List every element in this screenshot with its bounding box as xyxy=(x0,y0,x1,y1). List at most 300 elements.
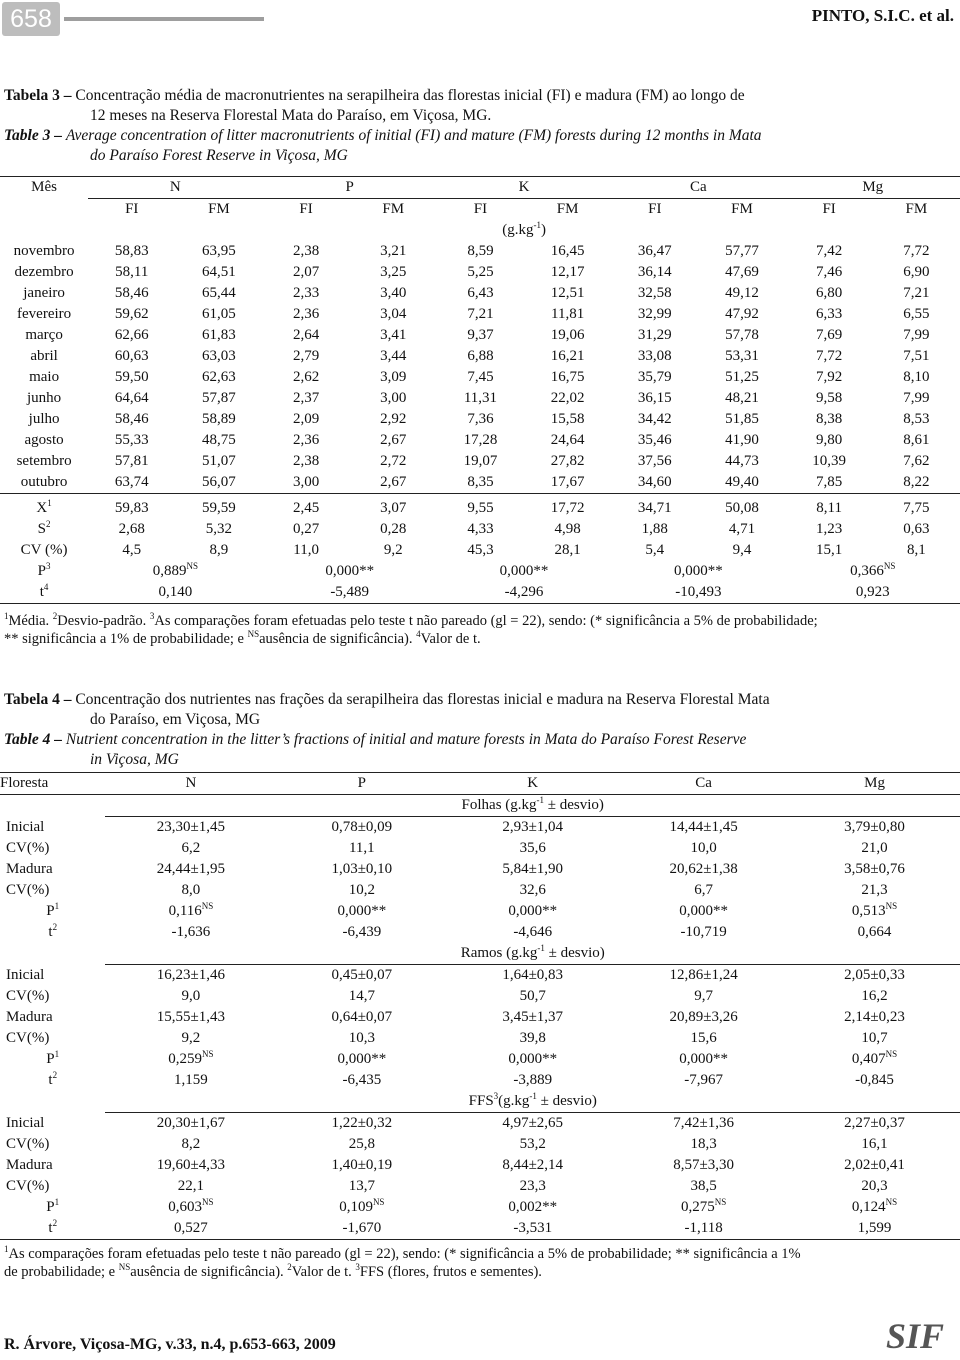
t3-cell xyxy=(698,409,785,430)
t3-cell xyxy=(175,430,262,451)
table4-caption-en-cont: in Viçosa, MG xyxy=(90,751,179,768)
t3-cell-text: 58,83 xyxy=(114,243,149,259)
t3-cell xyxy=(175,451,262,472)
t3-cell xyxy=(437,346,524,367)
t3-cell xyxy=(611,472,698,494)
t4-cell xyxy=(618,1176,789,1197)
t3-cell xyxy=(698,262,785,283)
table4 xyxy=(0,772,960,1240)
t3-cell-text: 58,46 xyxy=(114,411,149,427)
t3-cell-text: 32,99 xyxy=(637,306,672,322)
t3-cell xyxy=(698,346,785,367)
t3-cell-text: 57,78 xyxy=(725,327,759,343)
t3-cell xyxy=(524,367,611,388)
t3-month xyxy=(0,283,88,304)
t4-cell-text: 20,3 xyxy=(861,1178,888,1194)
t3-cell-text: 2,36 xyxy=(292,306,320,322)
t3-footnote-sd: Desvio-padrão. xyxy=(57,613,147,629)
t3-cell xyxy=(263,451,350,472)
t3-month xyxy=(0,451,88,472)
t3-month xyxy=(0,388,88,409)
t4-section-1-text: Ramos ($g.kg^{-1}$ ± desvio) xyxy=(460,943,605,961)
t3-stat-label xyxy=(0,540,88,561)
page-header xyxy=(0,0,960,40)
t4-cell xyxy=(618,880,789,901)
t4-cell xyxy=(618,1049,789,1070)
t4-cell xyxy=(618,1070,789,1091)
t4-section-2 xyxy=(105,1091,960,1113)
t3-month xyxy=(0,346,88,367)
table-row xyxy=(0,1134,960,1155)
t3-cell-text: 9,37 xyxy=(467,327,494,343)
t3-t-label: $t^4$ xyxy=(0,582,88,604)
t3-cell-text: 16,45 xyxy=(550,243,585,259)
t3-cell xyxy=(88,304,175,325)
t3-cell xyxy=(786,262,873,283)
t3-stat-cell xyxy=(263,494,350,520)
t3-cell-text: 59,50 xyxy=(114,369,149,385)
t3-cell-text: 48,21 xyxy=(725,390,759,406)
table-row xyxy=(0,472,960,494)
t3-p-cell-text: 0,000** xyxy=(499,563,549,579)
t3-cell-text: 7,92 xyxy=(816,369,843,385)
t4-cell xyxy=(618,817,789,839)
t4-cell-text: 21,0 xyxy=(861,840,888,856)
t4-cell xyxy=(447,1155,618,1176)
t3-cell xyxy=(350,472,437,494)
t4-cell xyxy=(789,1113,960,1135)
t3-cell-text: 5,25 xyxy=(467,264,494,280)
t3-cell-text: 8,53 xyxy=(903,411,930,427)
table3-caption-en-cont: do Paraíso Forest Reserve in Viçosa, MG xyxy=(90,147,348,164)
t3-month xyxy=(0,262,88,283)
t3-cell xyxy=(786,409,873,430)
t4-section-1 xyxy=(105,943,960,965)
t4-cell xyxy=(447,1218,618,1240)
t3-p-cell: $0,889^{NS}$ xyxy=(152,561,198,579)
t3-p-label: $P^3$ xyxy=(37,561,51,579)
t4-cell xyxy=(105,838,276,859)
t3-cell xyxy=(263,388,350,409)
t3-stat-cell-text: 4,5 xyxy=(122,542,142,558)
t3-p-cell xyxy=(437,561,611,582)
table-row xyxy=(0,262,960,283)
t3-cell xyxy=(524,346,611,367)
t4-cell xyxy=(618,1134,789,1155)
t4-cell-text: -3,889 xyxy=(513,1072,553,1088)
t3-cell-text: 36,14 xyxy=(637,264,672,280)
t4-row-label xyxy=(0,1176,105,1197)
t3-stat-cell-text: 59,83 xyxy=(114,500,149,516)
t3-cell-text: 2,62 xyxy=(292,369,320,385)
t3-cell xyxy=(873,283,960,304)
t3-cell-text: 12,51 xyxy=(550,285,585,301)
t3-cell-text: 7,99 xyxy=(903,327,930,343)
t4-cell xyxy=(105,1028,276,1049)
t3-cell xyxy=(263,241,350,262)
t3-stat-cell-text: 2,68 xyxy=(118,521,145,537)
t3-cell-text: 3,09 xyxy=(380,369,407,385)
t3-stat-cell xyxy=(175,519,262,540)
t3-cell xyxy=(524,388,611,409)
t4-section-blank xyxy=(0,795,105,817)
t3-cell-text: 16,75 xyxy=(550,369,585,385)
t4-cell-text: 7,42±1,36 xyxy=(673,1115,734,1131)
t3-cell xyxy=(524,472,611,494)
t3-stat-cell-text: 4,33 xyxy=(467,521,494,537)
t3-cell xyxy=(524,262,611,283)
t3-cell xyxy=(873,430,960,451)
t3-cell-text: 2,37 xyxy=(292,390,320,406)
t4-col-forest-text: Floresta xyxy=(0,775,49,791)
t3-month xyxy=(0,409,88,430)
t3-footnote-t: Valor de t. xyxy=(420,631,481,647)
t4-cell xyxy=(789,1134,960,1155)
t3-cell xyxy=(873,409,960,430)
t3-stat-cell-text: 2,45 xyxy=(292,500,320,516)
t3-cell xyxy=(524,304,611,325)
t3-cell-text: 17,28 xyxy=(463,432,498,448)
t3-cell-text: 24,64 xyxy=(550,432,585,448)
t3-cell-text: 51,25 xyxy=(725,369,759,385)
t3-t-cell-text: -10,493 xyxy=(675,584,722,600)
t3-stat-cell-text: 45,3 xyxy=(467,542,494,558)
t4-col-p-text: P xyxy=(357,775,366,791)
t3-cell-text: 2,64 xyxy=(292,327,320,343)
t3-cell-text: 57,87 xyxy=(202,390,236,406)
table4-caption-en-text: Nutrient concentration in the litter’s fractions of initial and mature forests in Mata do Paraíso Forest Reserve xyxy=(65,731,747,748)
t3-cell xyxy=(611,304,698,325)
t4-cell-text: 53,2 xyxy=(519,1136,546,1152)
t3-cell xyxy=(873,472,960,494)
t3-t-cell-text: -5,489 xyxy=(330,584,370,600)
t3-cell xyxy=(611,451,698,472)
t3-cell-text: 57,81 xyxy=(114,453,149,469)
t4-cell xyxy=(105,859,276,880)
t4-cell xyxy=(105,1218,276,1240)
t3-cell xyxy=(88,388,175,409)
t4-cell: $0,124^{NS}$ xyxy=(851,1197,898,1215)
t4-cell-text: 6,2 xyxy=(181,840,201,856)
t4-cell-text: 1,22±0,32 xyxy=(331,1115,393,1131)
t4-cell: $0,603^{NS}$ xyxy=(168,1197,214,1215)
t3-cell xyxy=(263,283,350,304)
t3-cell xyxy=(698,325,785,346)
t3-col-p-text: P xyxy=(345,179,354,195)
table-row xyxy=(0,1155,960,1176)
t3-sub-8-text: FI xyxy=(822,201,836,217)
t4-row-label xyxy=(0,817,105,839)
t3-cell xyxy=(437,367,524,388)
t3-cell-text: 6,88 xyxy=(467,348,494,364)
table-row xyxy=(0,838,960,859)
t3-stat-cell-text: 17,72 xyxy=(550,500,585,516)
t4-cell-text: 8,0 xyxy=(181,882,201,898)
t4-cell-text: -7,967 xyxy=(684,1072,723,1088)
t3-sub-3 xyxy=(350,199,437,221)
table3-caption-en-label: Table 3 – xyxy=(4,127,62,144)
t4-cell-text: 3,58±0,76 xyxy=(844,861,905,877)
t3-sub-4-text: FI xyxy=(473,201,488,217)
t3-month-text: julho xyxy=(28,411,60,427)
t4-row-label xyxy=(0,965,105,987)
t3-cell-text: 27,82 xyxy=(550,453,585,469)
t4-cell-text: 0,116 xyxy=(168,903,202,919)
t3-cell xyxy=(175,283,262,304)
t3-cell xyxy=(437,388,524,409)
t3-cell xyxy=(437,241,524,262)
t4-cell-text: -3,531 xyxy=(513,1220,553,1236)
t4-cell-text: 0,000** xyxy=(679,1051,728,1067)
t3-cell-text: 3,40 xyxy=(380,285,407,301)
t3-cell xyxy=(698,451,785,472)
t3-cell xyxy=(786,241,873,262)
t4-row-label xyxy=(0,859,105,880)
t3-cell-text: 64,51 xyxy=(202,264,236,280)
table-row xyxy=(0,325,960,346)
t3-cell-text: 3,21 xyxy=(380,243,407,259)
t3-cell-text: 49,12 xyxy=(725,285,759,301)
table4-caption-en-label: Table 4 – xyxy=(4,731,62,748)
t4-cell: $0,407^{NS}$ xyxy=(851,1049,898,1067)
t4-cell-text: 3,79±0,80 xyxy=(844,819,905,835)
t4-cell xyxy=(789,1218,960,1240)
t4-cell-text: 0,513 xyxy=(851,903,886,919)
t4-cell xyxy=(105,922,276,943)
t3-stat-cell xyxy=(611,519,698,540)
t4-cell-text: 35,6 xyxy=(519,840,546,856)
t3-cell xyxy=(350,430,437,451)
t4-cell-text: 23,30±1,45 xyxy=(156,819,226,835)
t4-cell xyxy=(276,1134,447,1155)
t4-cell-text: 0,000** xyxy=(337,903,387,919)
t4-cell-text: 16,2 xyxy=(861,988,888,1004)
t3-cell-text: 19,06 xyxy=(550,327,585,343)
t4-cell xyxy=(789,1007,960,1028)
t3-month-text: outubro xyxy=(20,474,68,490)
t4-row-label-text: Madura xyxy=(6,1009,53,1025)
t4-cell-text: 3,45±1,37 xyxy=(502,1009,564,1025)
t3-cell xyxy=(350,451,437,472)
t3-cell-text: 53,31 xyxy=(725,348,759,364)
t3-cell xyxy=(437,472,524,494)
t4-cell xyxy=(105,965,276,987)
t3-sub-2 xyxy=(263,199,350,221)
t3-cell xyxy=(524,409,611,430)
t4-cell xyxy=(618,838,789,859)
t3-stat-cell-text: 3,07 xyxy=(380,500,407,516)
t4-cell-text: 1,64±0,83 xyxy=(502,967,564,983)
t3-cell-text: 7,46 xyxy=(816,264,843,280)
t3-cell-text: 41,90 xyxy=(725,432,759,448)
t4-cell xyxy=(447,901,618,922)
t3-cell xyxy=(437,430,524,451)
t4-row-label-text: Inicial xyxy=(6,966,45,983)
t3-stat-cell xyxy=(350,540,437,561)
t4-row-label-text: CV(%) xyxy=(6,1136,50,1152)
table-row xyxy=(0,817,960,839)
t3-stat-cell-text: 1,23 xyxy=(816,521,843,537)
t3-col-p xyxy=(263,177,437,199)
t4-section-blank xyxy=(0,943,105,965)
t4-cell xyxy=(447,965,618,987)
t4-col-ca-text: Ca xyxy=(695,775,712,791)
t3-unit-blank xyxy=(0,220,88,241)
t4-row-label-text: P xyxy=(46,903,55,919)
t3-stat-cell xyxy=(786,519,873,540)
t3-stat-cell-text: 9,55 xyxy=(467,500,494,516)
t4-cell-text: 32,6 xyxy=(519,882,546,898)
table3-caption-pt-cont: 12 meses na Reserva Florestal Mata do Paraíso, em Viçosa, MG. xyxy=(90,107,492,124)
t4-cell xyxy=(276,817,447,839)
t4-cell-text: 0,000** xyxy=(679,903,728,919)
table-row xyxy=(0,1113,960,1135)
table-row xyxy=(0,880,960,901)
t4-row-label xyxy=(0,1028,105,1049)
t4-cell xyxy=(447,1113,618,1135)
t4-cell-text: 13,7 xyxy=(348,1178,375,1194)
t4-cell xyxy=(276,1113,447,1135)
t4-row-label-text: Inicial xyxy=(6,818,45,835)
t3-month xyxy=(0,367,88,388)
stat-row xyxy=(0,519,960,540)
t3-unit-text: $(g.kg^{-1})$ xyxy=(502,220,546,238)
t3-cell xyxy=(786,304,873,325)
t3-cell-text: 7,85 xyxy=(816,474,843,490)
t3-p-cell: $0,366^{NS}$ xyxy=(850,561,896,579)
t3-cell xyxy=(698,304,785,325)
t3-stat-cell xyxy=(873,540,960,561)
t3-cell xyxy=(263,472,350,494)
table-row xyxy=(0,451,960,472)
t3-cell xyxy=(350,388,437,409)
t4-cell xyxy=(447,1007,618,1028)
t4-cell-text: 20,89±3,26 xyxy=(669,1009,738,1025)
table-row xyxy=(0,922,960,943)
t4-row-label xyxy=(0,1113,105,1135)
t3-month-text: maio xyxy=(29,369,60,385)
t3-cell xyxy=(88,367,175,388)
t4-section-title xyxy=(0,1091,960,1113)
t4-row-label-text: Madura xyxy=(6,861,53,877)
t4-cell-text: 21,3 xyxy=(861,882,888,898)
t3-cell-text: 3,00 xyxy=(292,474,320,490)
t4-cell-text: 22,1 xyxy=(177,1178,205,1194)
t3-stat-cell xyxy=(263,519,350,540)
t3-cell-text: 8,35 xyxy=(467,474,494,490)
t3-cell-text: 3,44 xyxy=(380,348,407,364)
t3-cell-text: 2,38 xyxy=(292,243,320,259)
t4-cell-text: 0,000** xyxy=(508,903,558,919)
t3-stat-label: $S^2$ xyxy=(37,519,51,537)
t3-cell-text: 2,33 xyxy=(292,285,320,301)
t4-cell xyxy=(618,859,789,880)
t3-stat-cell-text: 4,98 xyxy=(554,521,581,537)
t4-cell-text: 10,7 xyxy=(861,1030,888,1046)
t4-cell xyxy=(276,1155,447,1176)
t4-cell xyxy=(276,1176,447,1197)
t3-cell xyxy=(524,430,611,451)
t4-cell: $0,116^{NS}$ xyxy=(168,901,214,919)
t3-cell-text: 58,46 xyxy=(114,285,149,301)
t4-cell xyxy=(447,986,618,1007)
t3-cell-text: 51,07 xyxy=(202,453,236,469)
table-row xyxy=(0,346,960,367)
t3-cell-text: 6,43 xyxy=(467,285,494,301)
t3-cell xyxy=(611,325,698,346)
t3-sub-8 xyxy=(786,199,873,221)
t4-cell-text: -6,435 xyxy=(342,1072,382,1088)
t3-cell xyxy=(437,283,524,304)
t3-col-ca-text: Ca xyxy=(690,179,707,195)
t4-cell xyxy=(105,1134,276,1155)
t4-cell-text: 10,0 xyxy=(690,840,717,856)
t3-stat-cell xyxy=(88,494,175,520)
t4-col-mg-text: Mg xyxy=(864,775,885,791)
t3-stat-cell xyxy=(524,494,611,520)
t4-cell: $0,259^{NS}$ xyxy=(168,1049,214,1067)
t4-cell-text: 0,002** xyxy=(508,1199,558,1215)
t4-cell xyxy=(618,922,789,943)
t3-stat-cell-text: 1,88 xyxy=(641,521,668,537)
t4-cell-text: 2,05±0,33 xyxy=(844,967,905,983)
t3-cell-text: 65,44 xyxy=(202,285,236,301)
t4-section-title xyxy=(0,943,960,965)
t3-cell-text: 2,07 xyxy=(292,264,320,280)
table-row xyxy=(0,367,960,388)
t3-cell-text: 2,92 xyxy=(380,411,407,427)
t3-cell xyxy=(786,346,873,367)
t3-cell-text: 10,39 xyxy=(812,453,846,469)
t4-row-label-text: CV(%) xyxy=(6,988,50,1004)
t4-cell-text: -1,636 xyxy=(171,924,211,940)
t4-row-label: $t^2$ xyxy=(48,922,58,940)
t4-cell-text: 0,45±0,07 xyxy=(331,967,393,983)
t3-cell xyxy=(88,262,175,283)
t3-cell-text: 8,38 xyxy=(816,411,843,427)
t3-sub-7 xyxy=(698,199,785,221)
t3-stat-cell xyxy=(873,519,960,540)
t4-col-ca xyxy=(618,773,789,795)
t3-stat-cell-text: 5,32 xyxy=(205,521,233,537)
t4-cell xyxy=(276,880,447,901)
t3-sub-3-text: FM xyxy=(382,201,405,217)
t3-cell-text: 16,21 xyxy=(550,348,585,364)
t4-cell-text: 16,1 xyxy=(861,1136,888,1152)
table4-footnote: $^1$As comparações foram efetuadas pelo teste t não pareado (gl = 22), sendo: (* significância a 5% de probabilidade; ** significância a 1% de probabilidade; e $^{NS}$ausência de significância). $^2$Valor de t. $^3$FFS (flores, frutos e sementes). xyxy=(4,1244,801,1280)
t3-cell-text: 2,09 xyxy=(292,411,320,427)
t3-footnote-mean: Média. xyxy=(8,613,50,629)
t3-cell xyxy=(786,388,873,409)
t3-month-text: agosto xyxy=(24,432,64,448)
t3-cell xyxy=(437,409,524,430)
t3-cell xyxy=(175,346,262,367)
t3-cell xyxy=(873,346,960,367)
t3-cell-text: 2,79 xyxy=(292,348,320,364)
t3-unit xyxy=(88,220,960,241)
t3-month xyxy=(0,241,88,262)
t4-cell xyxy=(276,838,447,859)
t4-cell xyxy=(789,1070,960,1091)
t4-cell xyxy=(618,1155,789,1176)
t3-cell xyxy=(437,451,524,472)
t3-stat-cell-text: 9,2 xyxy=(383,542,403,558)
t3-t-cell xyxy=(437,582,611,604)
t3-sub-5 xyxy=(524,199,611,221)
t4-row-label-text: P xyxy=(46,1199,55,1215)
t4-col-n-text: N xyxy=(185,775,197,791)
t3-cell-text: 22,02 xyxy=(550,390,585,406)
